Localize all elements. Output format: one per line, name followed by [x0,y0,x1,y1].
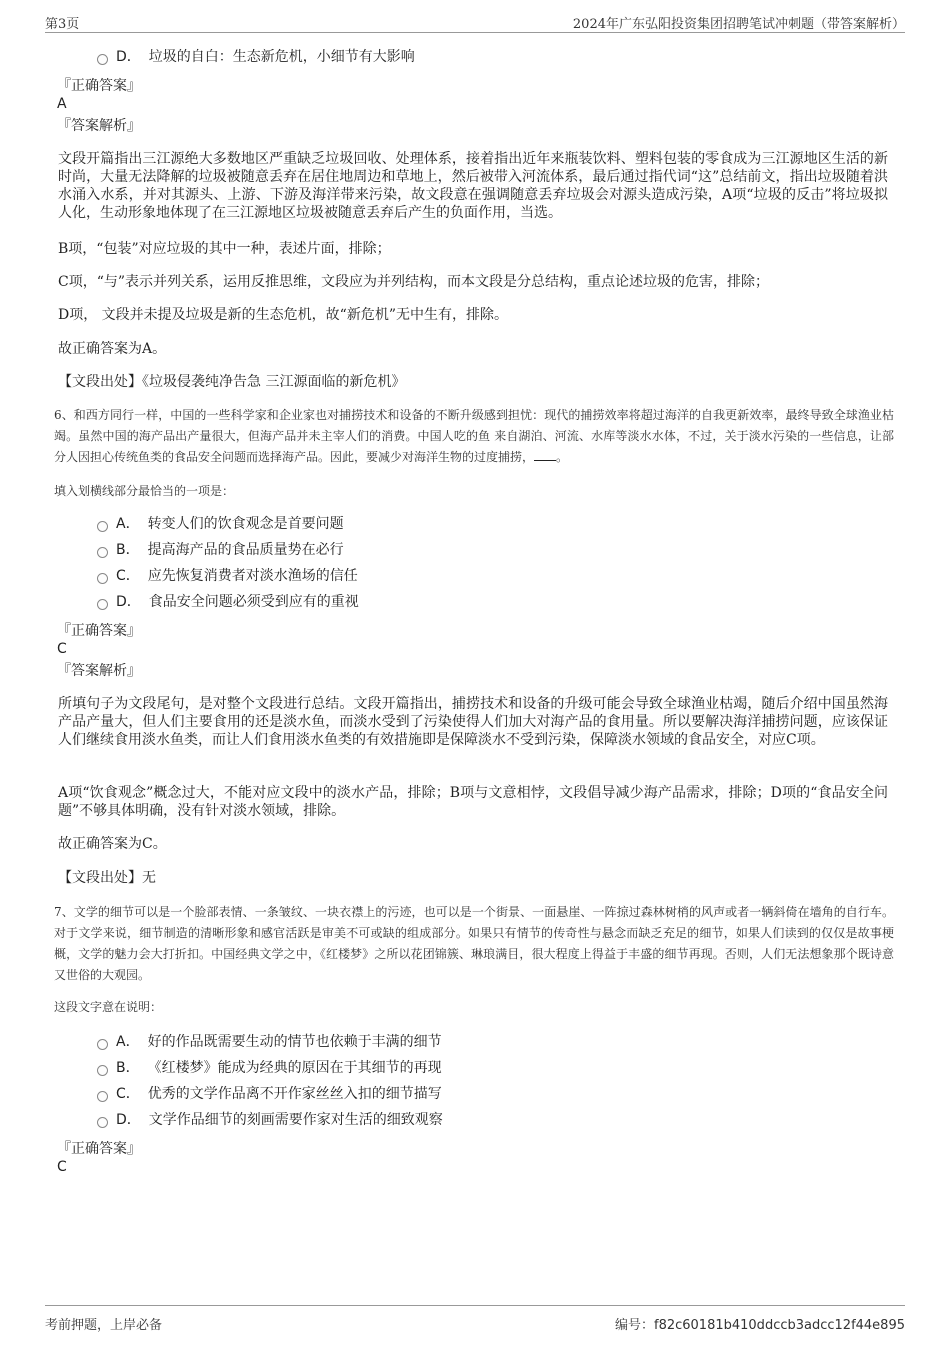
option-letter: C． [116,1086,140,1102]
radio-icon[interactable] [97,1039,108,1050]
q5-analysis-label: 『答案解析』 [57,118,141,134]
q6-option-c[interactable] [97,566,358,586]
option-text: 好的作品既需要生动的情节也依赖于丰满的细节 [147,1034,442,1050]
radio-icon[interactable] [97,1117,108,1128]
q6-answer: C [57,641,67,657]
option-text: 转变人们的饮食观念是首要问题 [147,516,344,532]
q5-answer: A [57,96,67,112]
q7-stem: 7、文学的细节可以是一个脸部表情、一条皱纹、一块衣襟上的污迹，也可以是一个街景、一面悬崖、一阵掠过森林树梢的风声或者一辆斜倚在墙角的自行车。对于文学来说，细节制造的清晰形象和感官活跃是审美不可或缺的组成部分。如果只有情节的传奇性与悬念而缺乏充足的细节，如果人们读到的仅仅是故事梗概，文学的魅力会大打折扣。中国经典文学之中，《红楼梦》之所以花团锦簇、琳琅满目，很大程度上得益于丰盛的细节再现。否则，人们无法想象那个既诗意又世俗的大观园。 [54,905,894,982]
q6-analysis-p3: 故正确答案为C。 [58,836,167,852]
option-text: 《红楼梦》能成为经典的原因在于其细节的再现 [147,1060,442,1076]
footer-slogan: 考前押题，上岸必备 [45,1318,163,1333]
q6-source: 【文段出处】无 [58,870,156,886]
q6-prompt: 填入划横线部分最恰当的一项是： [54,484,235,498]
option-letter: A． [116,1034,140,1050]
fill-blank [534,448,556,461]
option-text: 提高海产品的食品质量势在必行 [147,542,344,558]
option-letter: D． [116,1112,141,1128]
q7-option-a[interactable] [97,1032,442,1052]
radio-icon[interactable] [97,573,108,584]
radio-icon[interactable] [97,1065,108,1076]
q6-stem-end: 。 [556,450,569,464]
option-letter: A． [116,516,140,532]
q5-analysis-p3: C项，“与”表示并列关系，运用反推思维，文段应为并列结构，而本文段是分总结构，重点论述垃圾的危害，排除； [58,274,770,290]
q6-analysis-p2: A项“饮食观念”概念过大，不能对应文段中的淡水产品，排除；B项与文意相悖，文段倡导减少海产品需求，排除；D项的“食品安全问题”不够具体明确，没有针对淡水领域，排除。 [58,785,888,819]
q7-option-d[interactable] [97,1110,443,1130]
option-text: 优秀的文学作品离不开作家丝丝入扣的细节描写 [147,1086,442,1102]
option-letter: B． [116,542,140,558]
q6-stem [54,405,894,468]
q5-option-d[interactable] [97,47,415,67]
q5-source: 【文段出处】《垃圾侵袭纯净告急 三江源面临的新危机》 [58,374,406,390]
q5-analysis-p1: 文段开篇指出三江源绝大多数地区严重缺乏垃圾回收、处理体系，接着指出近年来瓶装饮料、塑料包装的零食成为三江源地区生活的新时尚，大量无法降解的垃圾被随意丢弃在居住地周边和草地上，然后被带入河流体系，最后通过指代词“这”总结前文，指出垃圾随着洪水涌入水系，并对其源头、上游、下游及海洋带来污染，故文段意在强调随意丢弃垃圾会对源头造成污染，A项“垃圾的反击”将垃圾拟人化，生动形象地体现了在三江源地区垃圾被随意丢弃后产生的负面作用，当选。 [58,151,888,221]
page-number: 第3页 [45,17,80,32]
option-text: 文学作品细节的刻画需要作家对生活的细致观察 [148,1112,443,1128]
footer-code: f82c60181b410ddccb3adcc12f44e895 [654,1318,905,1333]
option-letter: D． [116,594,141,610]
q6-analysis-p1: 所填句子为文段尾句，是对整个文段进行总结。文段开篇指出，捕捞技术和设备的升级可能会导致全球渔业枯竭，随后介绍中国虽然海产品产量大，但人们主要食用的还是淡水鱼，而淡水受到了污染使得人们加大对海产品的食用量。所以要解决海洋捕捞问题，应该保证人们继续食用淡水鱼类，而让人们食用淡水鱼类的有效措施即是保障淡水不受到污染，保障淡水领域的食品安全，对应C项。 [58,696,888,748]
q7-answer-label: 『正确答案』 [57,1141,141,1157]
option-letter: D． [116,49,141,65]
radio-icon[interactable] [97,1091,108,1102]
footer-code-label: 编号： [614,1318,654,1333]
option-text: 垃圾的自白：生态新危机，小细节有大影响 [148,49,415,65]
q6-analysis-label: 『答案解析』 [57,663,141,679]
q6-option-d[interactable] [97,592,359,612]
radio-icon[interactable] [97,547,108,558]
option-letter: C． [116,568,140,584]
page-footer [45,1305,905,1333]
q6-answer-label: 『正确答案』 [57,623,141,639]
page-header [45,10,905,33]
q7-option-c[interactable] [97,1084,442,1104]
q6-option-b[interactable] [97,540,344,560]
q7-answer: C [57,1159,67,1175]
radio-icon[interactable] [97,54,108,65]
option-letter: B． [116,1060,140,1076]
option-text: 食品安全问题必须受到应有的重视 [148,594,359,610]
q6-stem-text: 6、和西方同行一样，中国的一些科学家和企业家也对捕捞技术和设备的不断升级感到担忧：现代的捕捞效率将超过海洋的自我更新效率，最终导致全球渔业枯竭。虽然中国的海产品出产量很大，但海产品并未主宰人们的消费。中国人吃的鱼 来自湖泊、河流、水库等淡水水体，不过，关于淡水污染的一些信息，让部分人因担心传统鱼类的食品安全问题而选择海产品。因此，要减少对海洋生物的过度捕捞， [54,408,894,464]
q7-option-b[interactable] [97,1058,442,1078]
option-text: 应先恢复消费者对淡水渔场的信任 [147,568,358,584]
q5-answer-label: 『正确答案』 [57,78,141,94]
document-title: 2024年广东弘阳投资集团招聘笔试冲刺题（带答案解析） [572,17,905,32]
q5-analysis-p5: 故正确答案为A。 [58,341,167,357]
q5-analysis-p2: B项，“包装”对应垃圾的其中一种，表述片面，排除； [58,241,391,257]
q5-analysis-p4: D项， 文段并未提及垃圾是新的生态危机，故“新危机”无中生有，排除。 [58,307,508,323]
radio-icon[interactable] [97,599,108,610]
q7-prompt: 这段文字意在说明： [54,1000,163,1014]
footer-code-wrap [615,1314,905,1333]
q6-option-a[interactable] [97,514,344,534]
radio-icon[interactable] [97,521,108,532]
